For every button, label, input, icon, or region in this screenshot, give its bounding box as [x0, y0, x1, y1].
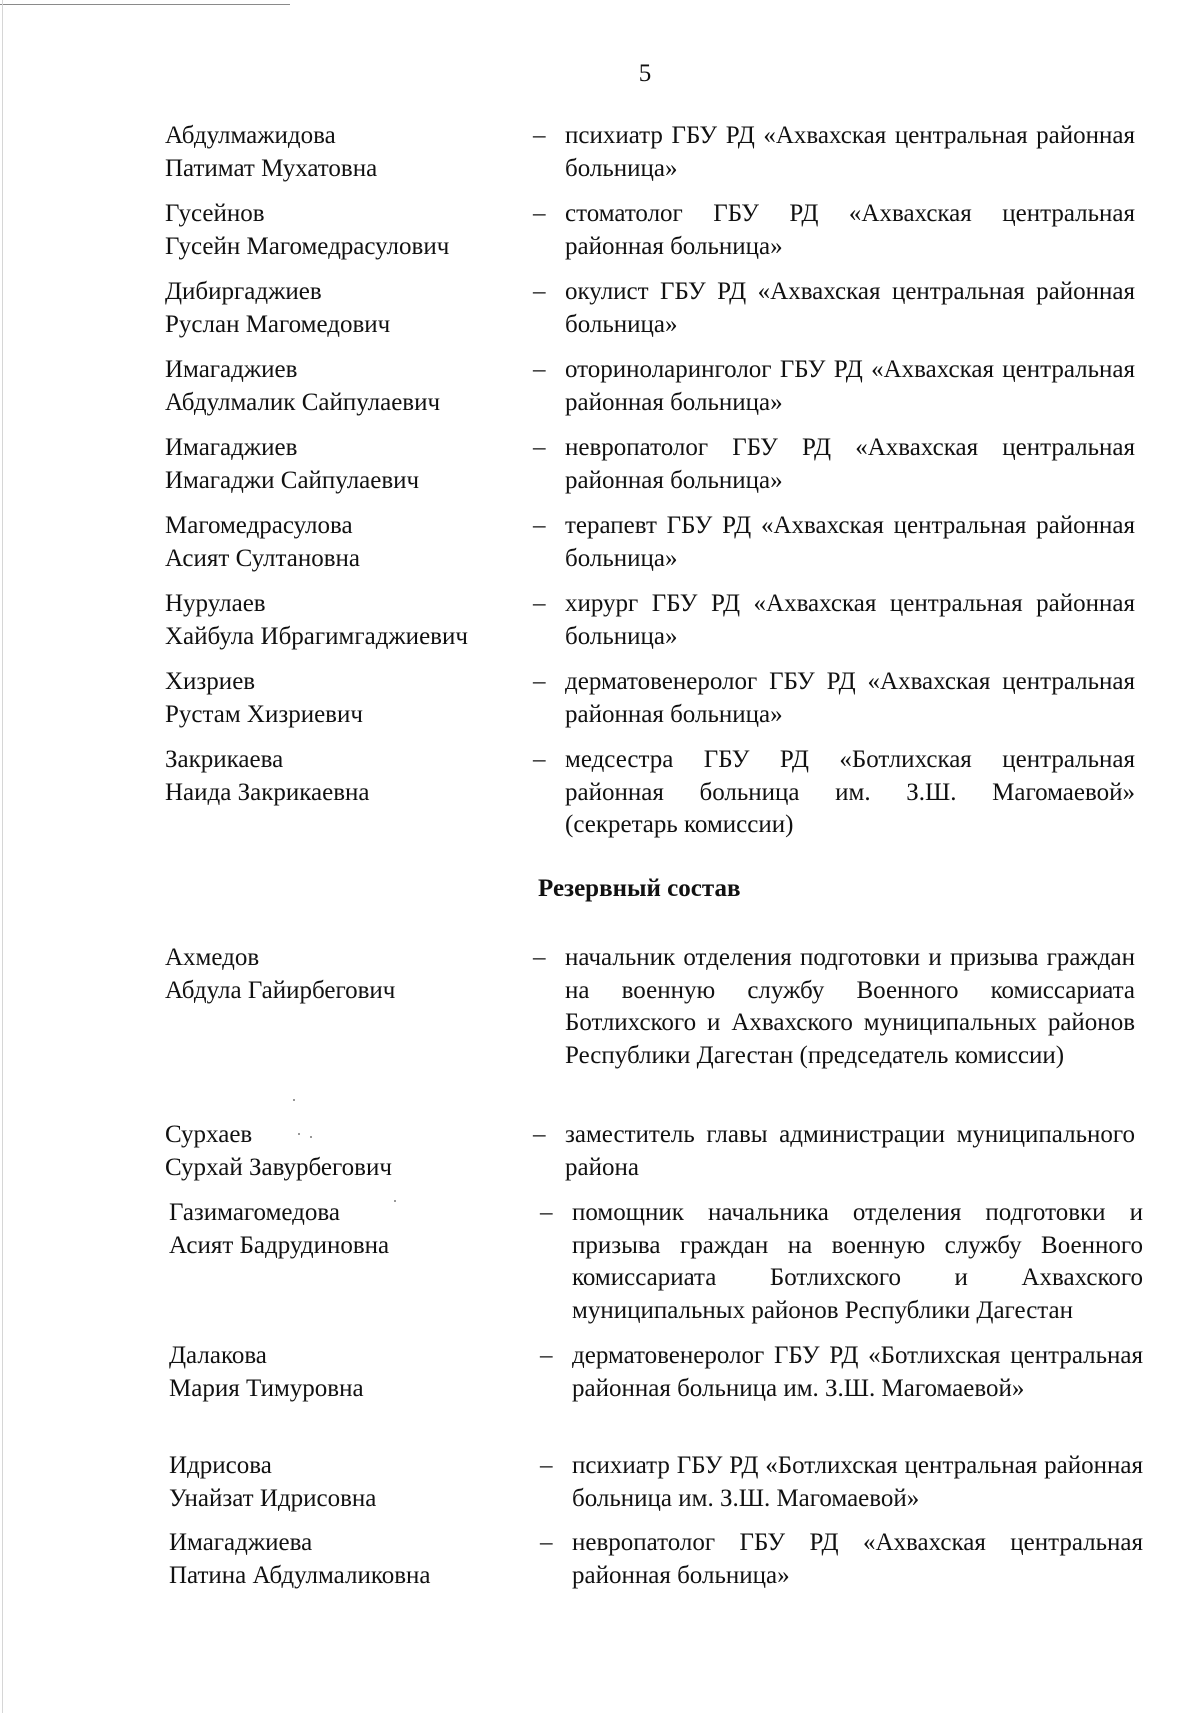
- member-given-name: Имагаджи Сайпулаевич: [165, 466, 420, 494]
- scan-speck: [298, 1133, 300, 1135]
- dash-separator: –: [533, 944, 546, 971]
- dash-separator: –: [533, 668, 546, 695]
- member-given-name: Мария Тимуровна: [169, 1374, 364, 1402]
- member-surname: Далакова: [169, 1342, 267, 1369]
- member-given-name: Унайзат Идрисовна: [169, 1484, 377, 1512]
- dash-separator: –: [533, 590, 546, 617]
- member-role: дерматовенеролог ГБУ РД «Ботлихская центральная районная больница им. З.Ш. Магомаевой»: [572, 1342, 1143, 1402]
- dash-separator: –: [533, 278, 546, 305]
- member-given-name: Асият Султановна: [165, 544, 360, 572]
- member-surname: Имагаджиев: [165, 434, 298, 461]
- member-given-name: Абдула Гайирбегович: [165, 976, 396, 1004]
- member-surname: Газимагомедова: [169, 1199, 340, 1226]
- member-name: [169, 1450, 529, 1515]
- member-name: [165, 432, 525, 497]
- member-given-name: Патина Абдулмаликовна: [169, 1561, 431, 1589]
- member-given-name: Абдулмалик Сайпулаевич: [165, 388, 441, 416]
- member-name: [169, 1527, 529, 1592]
- dash-separator: –: [540, 1199, 553, 1226]
- member-name: [165, 510, 525, 575]
- member-given-name: Руслан Магомедович: [165, 310, 391, 338]
- member-role: стоматолог ГБУ РД «Ахвахская центральная районная больница»: [565, 200, 1135, 260]
- dash-separator: –: [533, 746, 546, 773]
- member-surname: Ахмедов: [165, 944, 260, 971]
- dash-separator: –: [533, 512, 546, 539]
- member-role: окулист ГБУ РД «Ахвахская центральная районная больница»: [565, 278, 1135, 338]
- dash-separator: –: [540, 1529, 553, 1556]
- scan-speck: [310, 1136, 312, 1138]
- dash-separator: –: [533, 434, 546, 461]
- member-role: психиатр ГБУ РД «Ботлихская центральная районная больница им. З.Ш. Магомаевой»: [572, 1452, 1143, 1512]
- member-name: [165, 588, 525, 653]
- member-name: [165, 198, 525, 263]
- member-name: [165, 744, 525, 809]
- member-role: невропатолог ГБУ РД «Ахвахская центральная районная больница»: [565, 434, 1135, 494]
- member-role: оториноларинголог ГБУ РД «Ахвахская центральная районная больница»: [565, 356, 1135, 416]
- member-role: заместитель главы администрации муниципального района: [565, 1121, 1135, 1181]
- dash-separator: –: [533, 122, 546, 149]
- dash-separator: –: [540, 1452, 553, 1479]
- member-role: терапевт ГБУ РД «Ахвахская центральная районная больница»: [565, 512, 1135, 572]
- member-given-name: Гусейн Магомедрасулович: [165, 232, 450, 260]
- member-surname: Гусейнов: [165, 200, 265, 227]
- member-surname: Дибиргаджиев: [165, 278, 322, 305]
- member-surname: Магомедрасулова: [165, 512, 353, 539]
- member-given-name: Патимат Мухатовна: [165, 154, 378, 182]
- member-role: помощник начальника отделения подготовки и призыва граждан на военную службу Военного комиссариата Ботлихского и Ахвахского муниципальных районов Республики Дагестан: [572, 1199, 1143, 1324]
- scan-artifact-line: [0, 4, 290, 5]
- member-given-name: Сурхай Завурбегович: [165, 1153, 392, 1181]
- member-surname: Закрикаева: [165, 746, 284, 773]
- dash-separator: –: [533, 1121, 546, 1148]
- section-title-reserve: Резервный состав: [538, 875, 741, 902]
- member-given-name: Асият Бадрудиновна: [169, 1231, 390, 1259]
- member-name: [165, 666, 525, 731]
- member-name: [165, 1119, 525, 1184]
- member-role: хирург ГБУ РД «Ахвахская центральная районная больница»: [565, 590, 1135, 650]
- member-role: психиатр ГБУ РД «Ахвахская центральная районная больница»: [565, 122, 1135, 182]
- scan-speck: [293, 1099, 295, 1101]
- member-role: дерматовенеролог ГБУ РД «Ахвахская центральная районная больница»: [565, 668, 1135, 728]
- member-surname: Имагаджиев: [165, 356, 298, 383]
- dash-separator: –: [533, 200, 546, 227]
- member-role: медсестра ГБУ РД «Ботлихская центральная районная больница им. З.Ш. Магомаевой» (секретарь комиссии): [565, 746, 1135, 838]
- member-given-name: Наида Закрикаевна: [165, 778, 370, 806]
- member-name: [165, 120, 525, 185]
- member-name: [165, 354, 525, 419]
- member-given-name: Рустам Хизриевич: [165, 700, 363, 728]
- scan-speck: [394, 1200, 396, 1202]
- member-surname: Хизриев: [165, 668, 256, 695]
- dash-separator: –: [540, 1342, 553, 1369]
- member-name: [165, 276, 525, 341]
- member-surname: Сурхаев: [165, 1121, 253, 1148]
- member-name: [169, 1340, 529, 1405]
- member-surname: Абдулмажидова: [165, 122, 336, 149]
- member-role: начальник отделения подготовки и призыва граждан на военную службу Военного комиссариата Ботлихского и Ахвахского муниципальных районов Республики Дагестан (председатель комиссии): [565, 944, 1135, 1069]
- member-surname: Идрисова: [169, 1452, 272, 1479]
- scan-artifact-edge: [2, 0, 3, 1713]
- member-surname: Имагаджиева: [169, 1529, 313, 1556]
- page-number: 5: [638, 60, 652, 87]
- member-name: [165, 942, 525, 1007]
- member-surname: Нурулаев: [165, 590, 266, 617]
- member-given-name: Хайбула Ибрагимгаджиевич: [165, 622, 468, 650]
- dash-separator: –: [533, 356, 546, 383]
- member-name: [169, 1197, 529, 1262]
- member-role: невропатолог ГБУ РД «Ахвахская центральная районная больница»: [572, 1529, 1143, 1589]
